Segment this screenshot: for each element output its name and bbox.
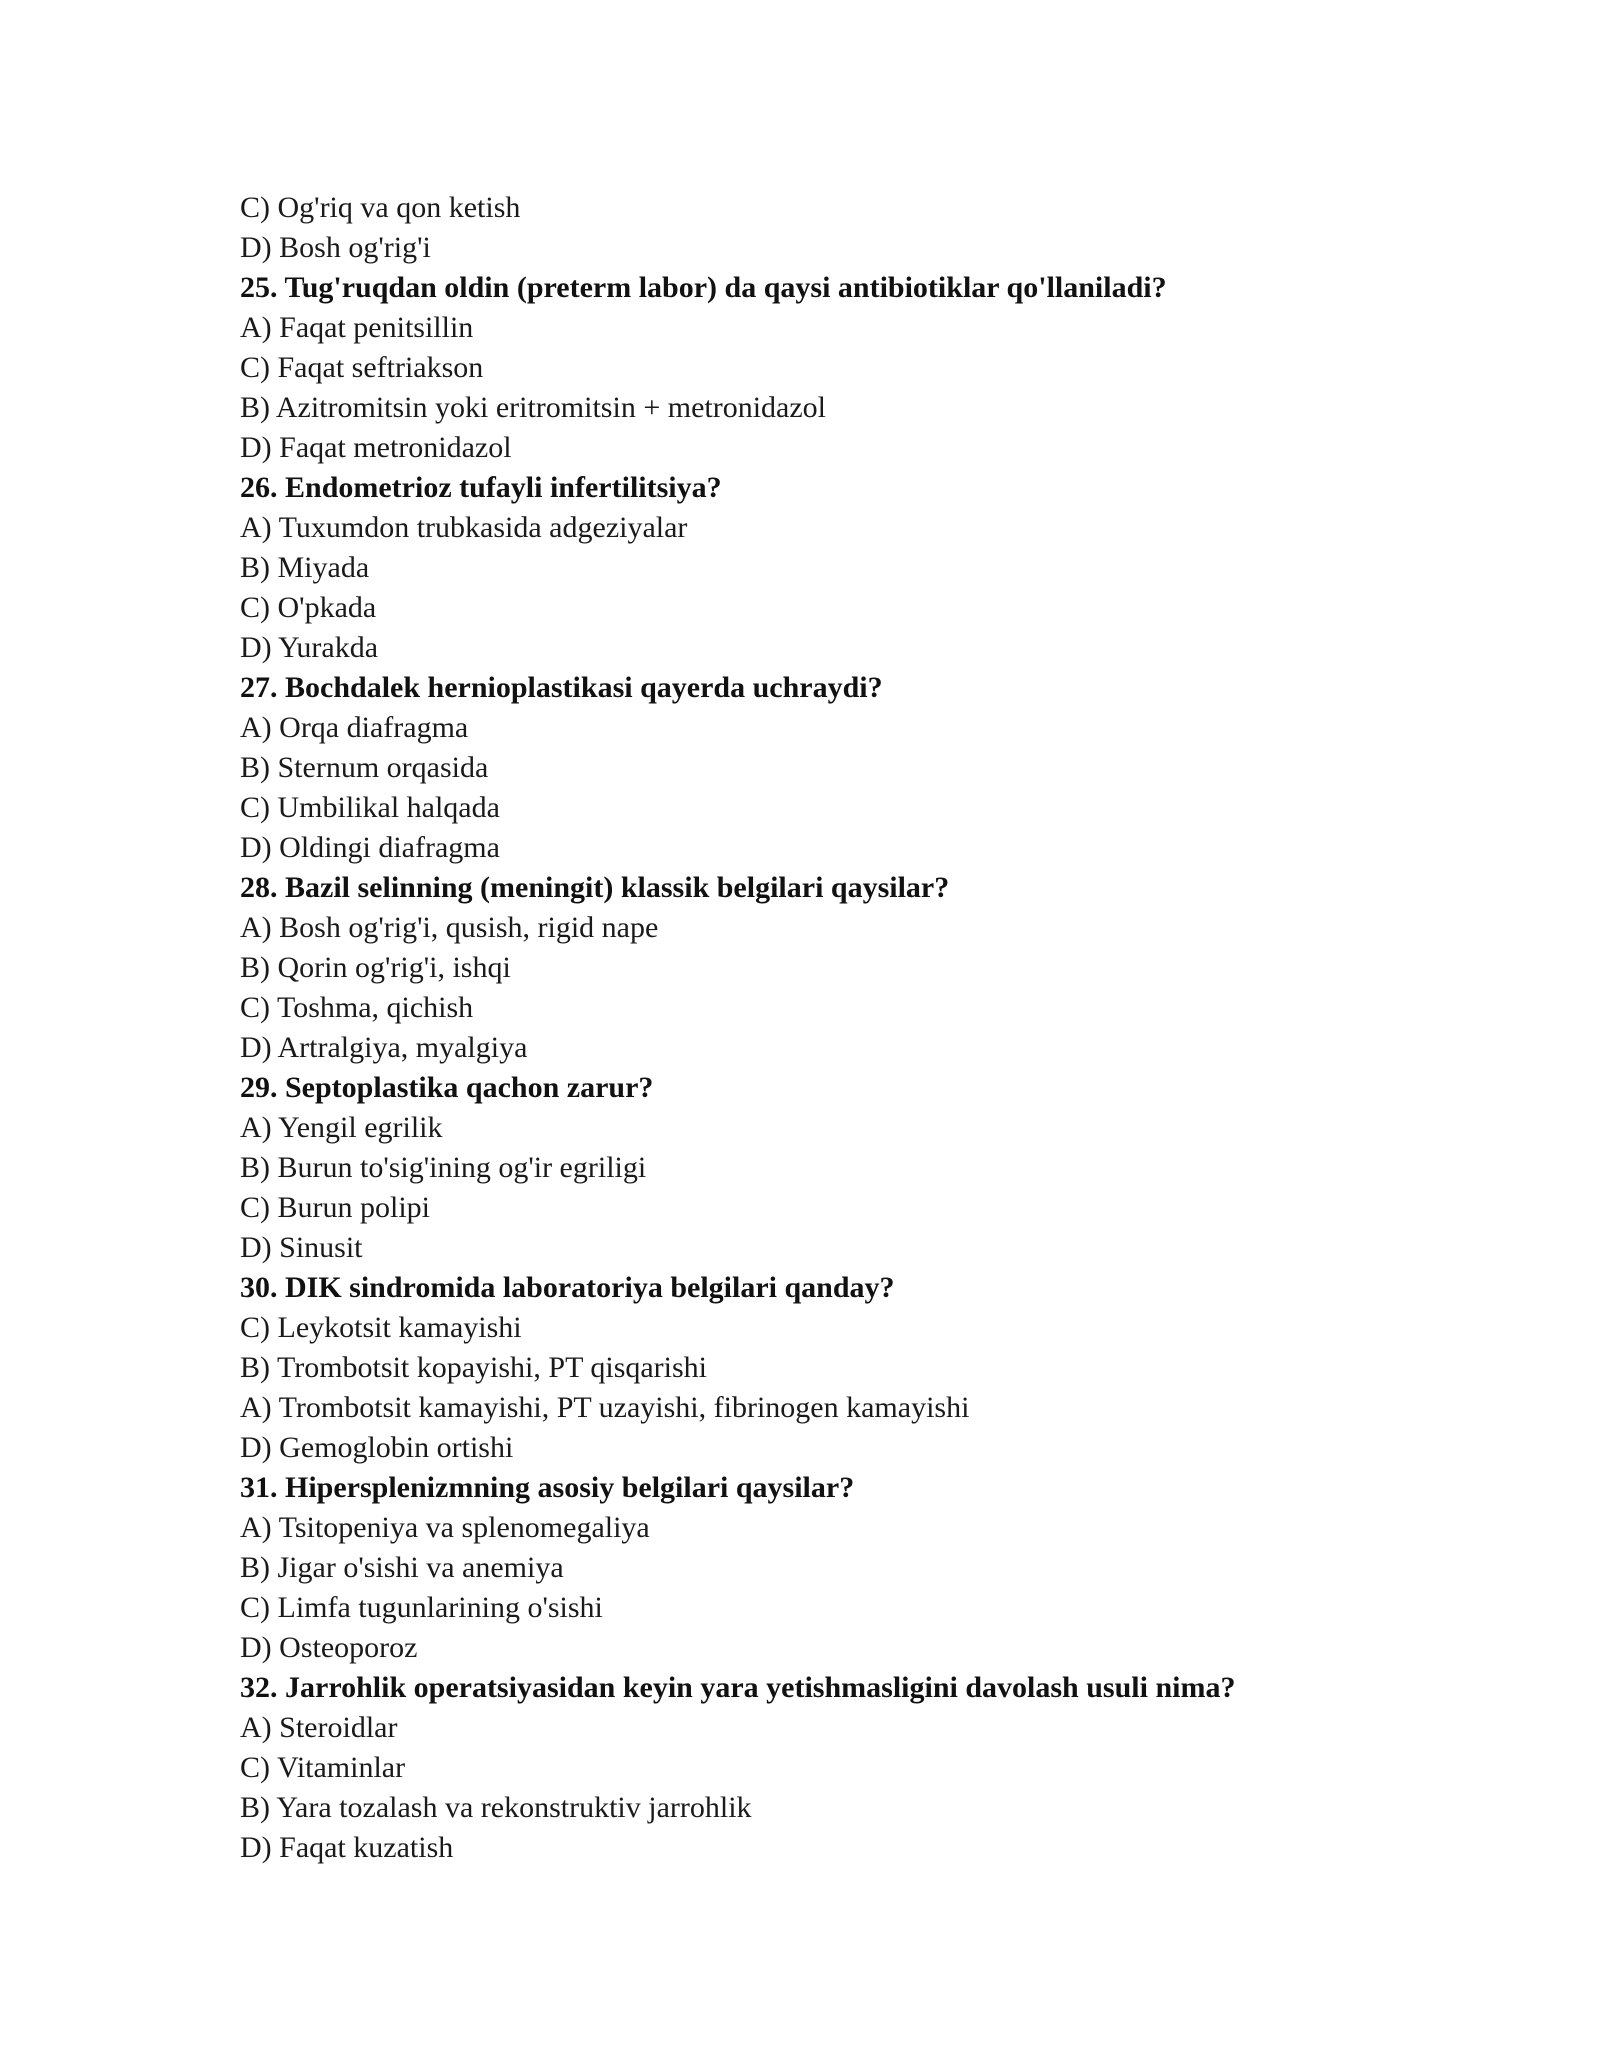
answer-option: D) Oldingi diafragma [240, 831, 500, 864]
answer-option: C) Vitaminlar [240, 1751, 406, 1784]
answer-option: A) Tuxumdon trubkasida adgeziyalar [240, 511, 688, 544]
question-heading: 29. Septoplastika qachon zarur? [240, 1071, 654, 1104]
question-heading: 31. Hipersplenizmning asosiy belgilari qaysilar? [240, 1471, 855, 1504]
answer-option: D) Gemoglobin ortishi [240, 1431, 514, 1464]
answer-option: D) Yurakda [240, 631, 379, 664]
question-heading: 32. Jarrohlik operatsiyasidan keyin yara yetishmasligini davolash usuli nima? [240, 1671, 1236, 1704]
answer-option: C) Burun polipi [240, 1191, 431, 1224]
answer-option: A) Orqa diafragma [240, 711, 469, 744]
answer-option: B) Azitromitsin yoki eritromitsin + metronidazol [240, 391, 827, 424]
answer-option: A) Faqat penitsillin [240, 311, 474, 344]
question-heading: 27. Bochdalek hernioplastikasi qayerda uchraydi? [240, 671, 883, 704]
answer-option: B) Burun to'sig'ining og'ir egriligi [240, 1151, 647, 1184]
answer-option: C) Faqat seftriakson [240, 351, 484, 384]
answer-option: B) Yara tozalash va rekonstruktiv jarrohlik [240, 1791, 752, 1824]
answer-option: C) O'pkada [240, 591, 377, 624]
answer-option: A) Trombotsit kamayishi, PT uzayishi, fibrinogen kamayishi [240, 1391, 970, 1424]
answer-option: B) Qorin og'rig'i, ishqi [240, 951, 511, 984]
answer-option: A) Yengil egrilik [240, 1111, 443, 1144]
question-heading: 26. Endometrioz tufayli infertilitsiya? [240, 471, 722, 504]
answer-option: B) Miyada [240, 551, 370, 584]
question-heading: 28. Bazil selinning (meningit) klassik belgilari qaysilar? [240, 871, 950, 904]
answer-option: A) Steroidlar [240, 1711, 398, 1744]
answer-option: D) Osteoporoz [240, 1631, 418, 1664]
answer-option: B) Trombotsit kopayishi, PT qisqarishi [240, 1351, 708, 1384]
answer-option: D) Faqat metronidazol [240, 431, 512, 464]
answer-option: C) Leykotsit kamayishi [240, 1311, 522, 1344]
question-heading: 30. DIK sindromida laboratoriya belgilari qanday? [240, 1271, 895, 1304]
answer-option: C) Limfa tugunlarining o'sishi [240, 1591, 603, 1624]
answer-option: D) Bosh og'rig'i [240, 231, 431, 264]
answer-option: D) Faqat kuzatish [240, 1831, 454, 1864]
answer-option: A) Bosh og'rig'i, qusish, rigid nape [240, 911, 659, 944]
answer-option: C) Og'riq va qon ketish [240, 191, 521, 224]
answer-option: A) Tsitopeniya va splenomegaliya [240, 1511, 650, 1544]
answer-option: D) Artralgiya, myalgiya [240, 1031, 528, 1064]
answer-option: B) Jigar o'sishi va anemiya [240, 1551, 564, 1584]
quiz-content [240, 188, 1440, 1868]
question-heading: 25. Tug'ruqdan oldin (preterm labor) da qaysi antibiotiklar qo'llaniladi? [240, 271, 1167, 304]
answer-option: D) Sinusit [240, 1231, 363, 1264]
answer-option: C) Umbilikal halqada [240, 791, 500, 824]
answer-option: B) Sternum orqasida [240, 751, 489, 784]
answer-option: C) Toshma, qichish [240, 991, 474, 1024]
